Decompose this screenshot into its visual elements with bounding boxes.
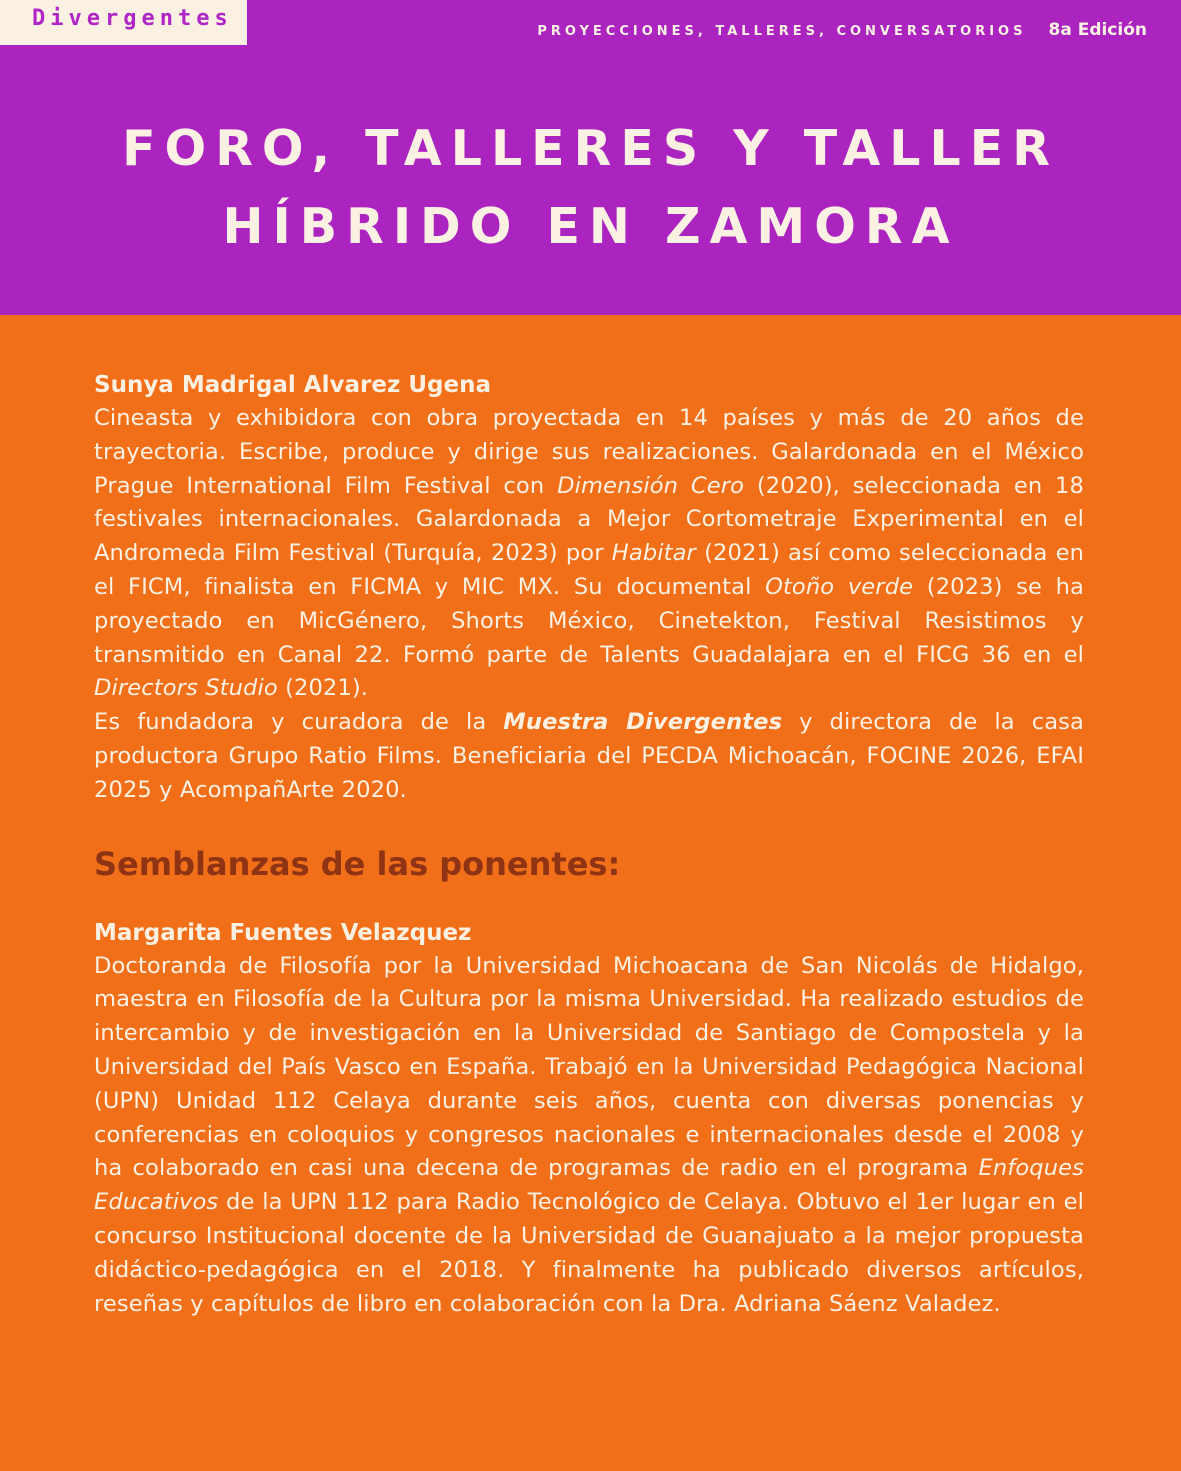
bio-text: (2021) así como seleccionada en el FICM, finalista en FICMA y MIC MX. Su documental (94, 540, 1084, 600)
bio-text: Doctoranda de Filosofía por la Universidad Michoacana de San Nicolás de Hidalgo, maestra en Filosofía de la Cultura por la misma Universidad. Ha realizado estudios de intercambio y de investigación en la Universidad de Santiago de Compostela y la Universidad del País Vasco en España. Trabajó en la Universidad Pedagógica Nacional (UPN) Unidad 112 Celaya durante seis años, cuenta con diversas ponencias y conferencias en coloquios y congresos nacionales e internacionales desde el 2008 y ha colaborado en casi una decena de programas de radio en el programa (94, 952, 1084, 1182)
festival-name: Muestra Divergentes (503, 709, 783, 736)
program-title: Enfoques Educativos (94, 1155, 1084, 1216)
brand-tab (0, 0, 247, 45)
brand-logo-text: Divergentes (32, 6, 233, 31)
profile-bio-paragraph (94, 950, 1084, 1322)
film-title: Habitar (611, 540, 696, 567)
film-title: Directors Studio (94, 675, 278, 702)
profile-bio-paragraph-1 (94, 402, 1084, 706)
film-title: Dimensión Cero (557, 472, 745, 499)
edition-label: 8a Edición (1048, 20, 1147, 40)
profile-margarita (94, 916, 1084, 1322)
section-heading: Semblanzas de las ponentes: (94, 844, 621, 883)
bio-text: Es fundadora y curadora de la (94, 709, 504, 736)
film-title: Otoño verde (765, 573, 914, 600)
page-title-line-1: FORO, TALLERES Y TALLER (122, 120, 1059, 177)
event-subtitle: PROYECCIONES, TALLERES, CONVERSATORIOS (537, 24, 1027, 39)
bio-text: (2023) se ha proyectado en MicGénero, Shorts México, Cinetekton, Festival Resistimos y transmitido en Canal 22. Formó parte de Talents Guadalajara en el FICG 36 en el (94, 573, 1085, 668)
bio-text: y directora de la casa productora Grupo Ratio Films. Beneficiaria del PECDA Michoacán, FOCINE 2026, EFAI 2025 y AcompañArte 2020. (94, 709, 1084, 803)
profile-bio-paragraph-2 (94, 706, 1084, 807)
main-content (94, 368, 1084, 1321)
profile-name: Sunya Madrigal Alvarez Ugena (94, 372, 491, 398)
bio-text: de la UPN 112 para Radio Tecnológico de Celaya. Obtuvo el 1er lugar en el concurso Institucional docente de la Universidad de Guanajuato a la mejor propuesta didáctico-pedagógica en el 2018. Y finalmente ha publicado diversos artículos, reseñas y capítulos de libro en colaboración con la Dra. Adriana Sáenz Valadez. (94, 1189, 1084, 1317)
bio-text: (2021). (277, 675, 369, 702)
page-title-line-2: HÍBRIDO EN ZAMORA (222, 198, 959, 255)
header-banner (0, 0, 1181, 315)
bio-text: (2020), seleccionada en 18 festivales internacionales. Galardonada a Mejor Cortometraje Experimental en el Andromeda Film Festival (Turquía, 2023) por (94, 472, 1085, 567)
profile-name: Margarita Fuentes Velazquez (94, 919, 472, 946)
profile-sunya (94, 368, 1084, 808)
header-topline (537, 20, 1147, 40)
bio-text: Cineasta y exhibidora con obra proyectada en 14 países y más de 20 años de trayectoria. Escribe, produce y dirige sus realizaciones. Galardonada en el México Prague International Film Festival con (94, 405, 1084, 499)
page-title (0, 110, 1181, 266)
